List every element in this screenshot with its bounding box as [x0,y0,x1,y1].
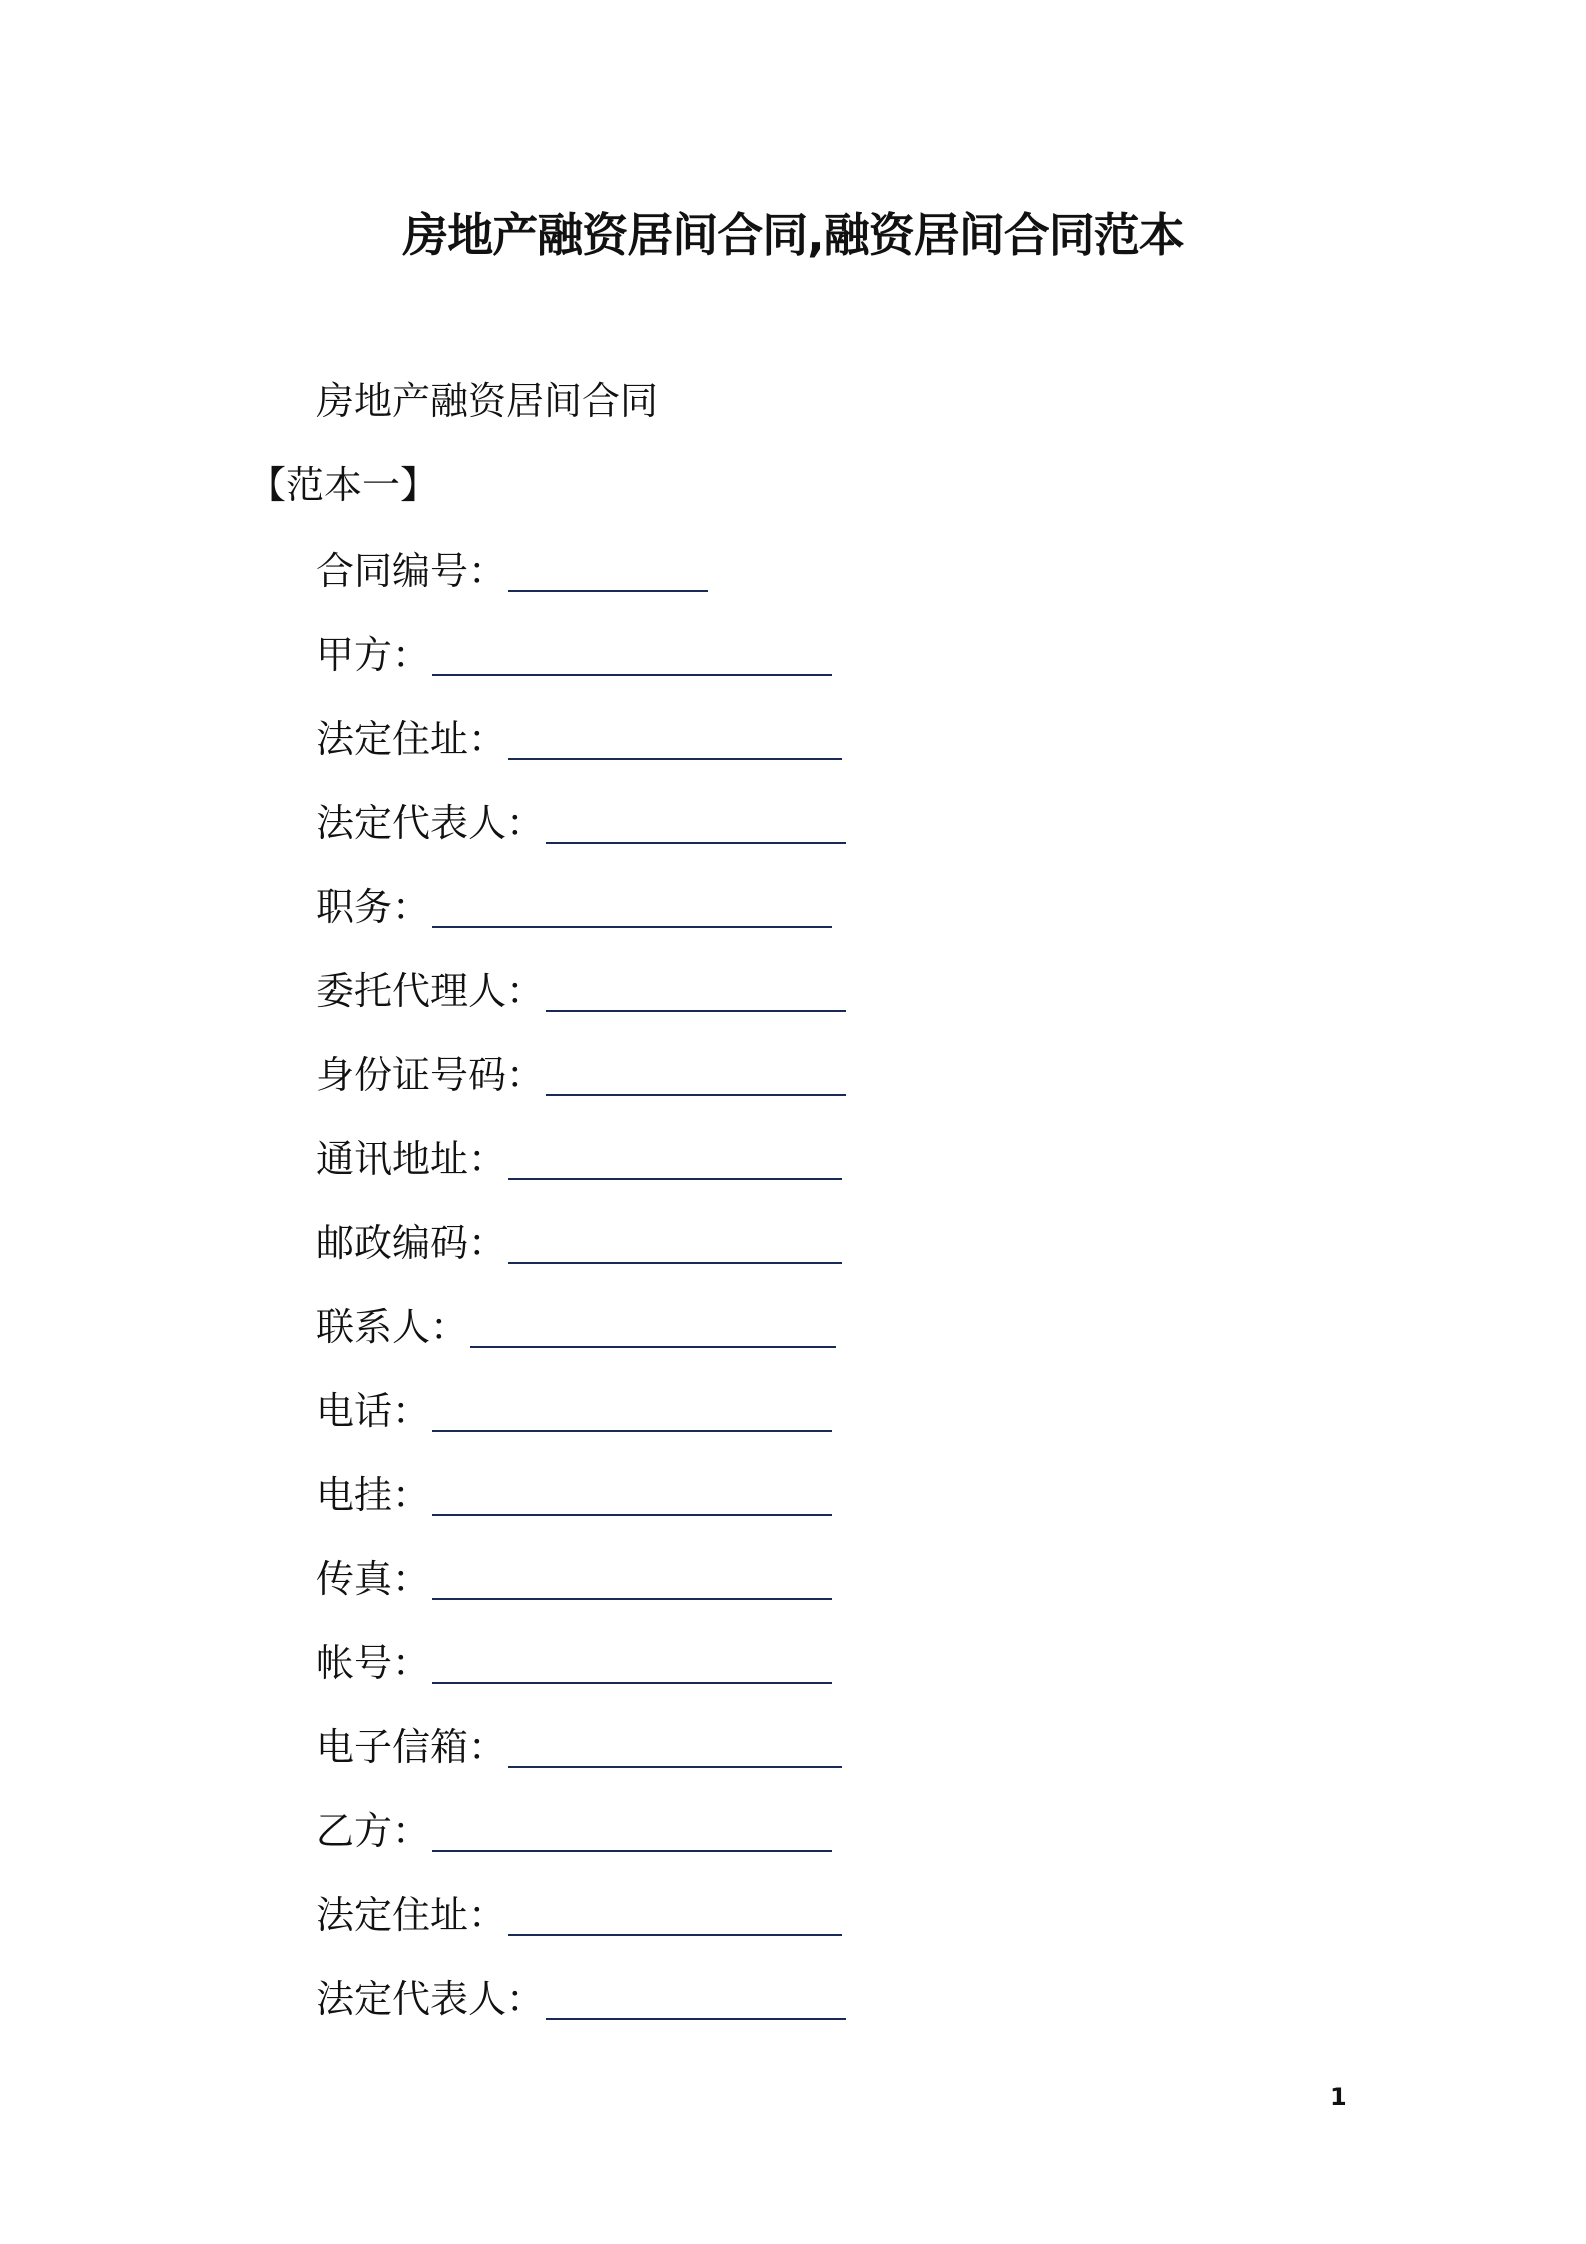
field-legal-representative [316,798,846,848]
fill-in-blank[interactable] [432,1810,832,1852]
fill-in-blank[interactable] [546,970,846,1012]
field-fax [316,1554,832,1604]
field-label: 通讯地址： [316,1137,507,1181]
field-label: 电子信箱： [316,1725,507,1769]
field-label: 法定代表人： [316,801,545,845]
fill-in-blank[interactable] [432,1642,832,1684]
field-party-b [316,1806,832,1856]
fill-in-blank[interactable] [508,1222,842,1264]
fill-in-blank[interactable] [508,1138,842,1180]
field-mailing-address [316,1134,842,1184]
field-label: 乙方： [316,1809,431,1853]
fill-in-blank[interactable] [432,1558,832,1600]
fill-in-blank[interactable] [546,1978,846,2020]
field-label: 电话： [316,1389,431,1433]
field-label: 电挂： [316,1473,431,1517]
field-id-number [316,1050,846,1100]
field-contract-number [316,546,708,596]
page-number: 1 [1330,2083,1347,2111]
field-label: 甲方： [316,633,431,677]
fill-in-blank[interactable] [432,1474,832,1516]
fill-in-blank[interactable] [470,1306,836,1348]
field-label: 法定住址： [316,1893,507,1937]
field-label: 职务： [316,885,431,929]
fill-in-blank[interactable] [546,802,846,844]
field-authorized-agent [316,966,846,1016]
fill-in-blank[interactable] [508,550,708,592]
field-telephone [316,1386,832,1436]
page-title: 房地产融资居间合同,融资居间合同范本 [402,208,1184,262]
fill-in-blank[interactable] [432,634,832,676]
field-account-number [316,1638,832,1688]
field-label: 帐号： [316,1641,431,1685]
field-email [316,1722,842,1772]
field-contact-person [316,1302,836,1352]
fill-in-blank[interactable] [546,1054,846,1096]
field-postal-code [316,1218,842,1268]
field-label: 联系人： [316,1305,469,1349]
field-label: 身份证号码： [316,1053,545,1097]
contract-subtitle: 房地产融资居间合同 [316,379,659,423]
field-label: 传真： [316,1557,431,1601]
field-telegraph [316,1470,832,1520]
field-legal-address [316,714,842,764]
field-label: 法定住址： [316,717,507,761]
fill-in-blank[interactable] [432,886,832,928]
field-label: 法定代表人： [316,1977,545,2021]
field-position [316,882,832,932]
template-section-label: 【范本一】 [248,463,439,507]
field-label: 邮政编码： [316,1221,507,1265]
field-legal-representative-b [316,1974,846,2024]
fill-in-blank[interactable] [508,1894,842,1936]
field-party-a [316,630,832,680]
fill-in-blank[interactable] [508,1726,842,1768]
field-label: 合同编号： [316,549,507,593]
fill-in-blank[interactable] [508,718,842,760]
field-label: 委托代理人： [316,969,545,1013]
fill-in-blank[interactable] [432,1390,832,1432]
field-legal-address-b [316,1890,842,1940]
